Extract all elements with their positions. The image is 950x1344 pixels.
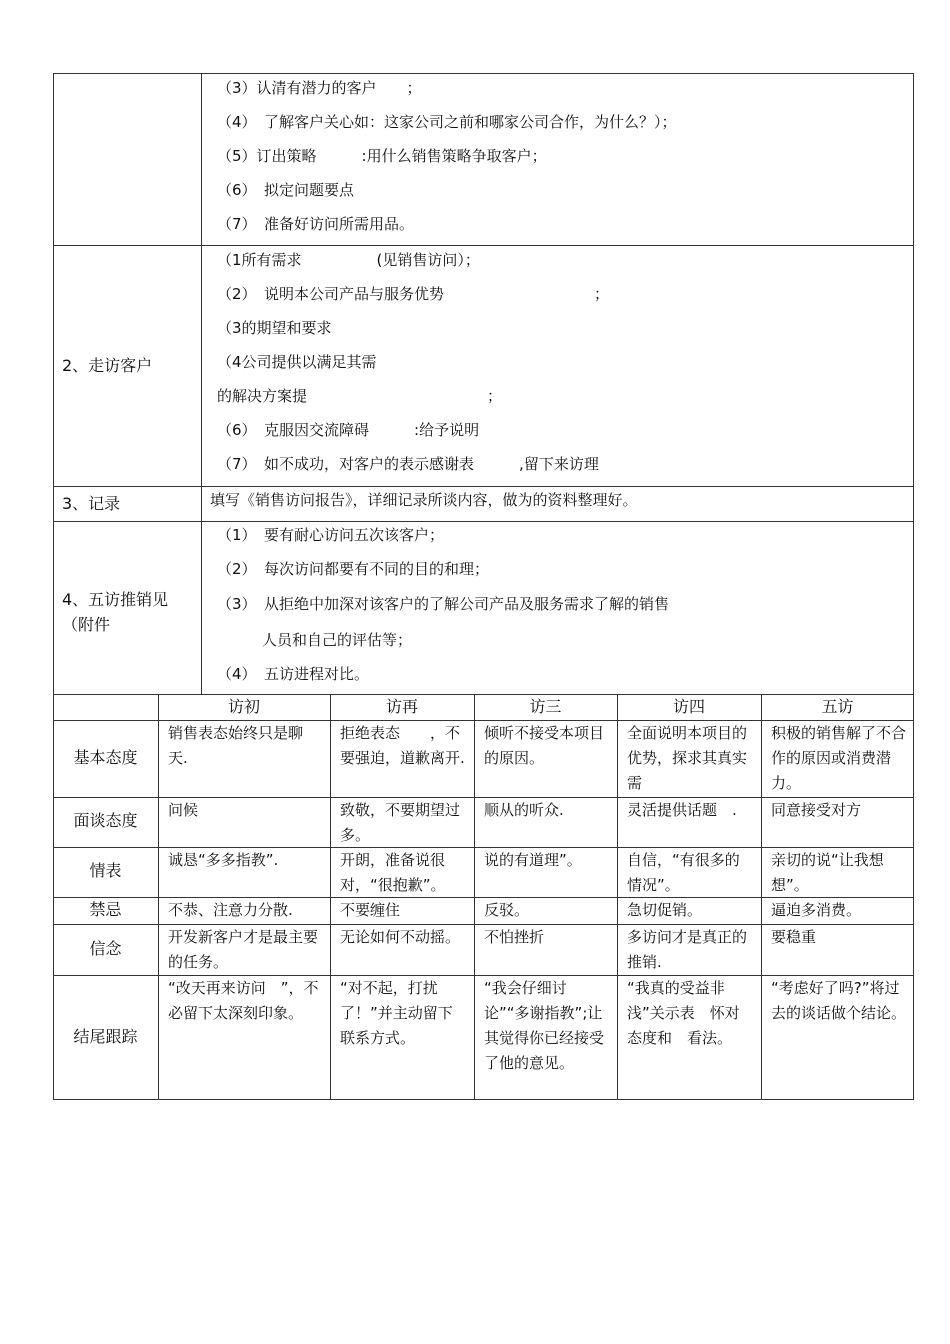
visit-cell: 销售表态始终只是聊天. — [168, 724, 304, 767]
visit-cell: 要稳重 — [771, 928, 817, 946]
visit-cell: 灵活提供话题 . — [627, 801, 737, 819]
visit-column-header: 五访 — [821, 697, 854, 716]
section-line: （3）认清有潜力的客户 ； — [217, 79, 422, 97]
section-label: 4、五访推销见（附件 — [62, 590, 169, 634]
section-line: （3的期望和要求 — [217, 319, 332, 337]
visit-cell: “我会仔细讨论”“多谢指教”;让其觉得你已经接受了他的意见。 — [484, 979, 605, 1072]
visit-row-label: 信念 — [89, 938, 122, 958]
visit-cell: 逼迫多消费。 — [771, 901, 862, 919]
row-divider — [53, 486, 914, 487]
visit-cell: 顺从的听众. — [484, 801, 564, 819]
visit-cell: 急切促销。 — [627, 901, 703, 919]
section-line: （6） 拟定问题要点 — [217, 181, 355, 199]
visit-cell: 积极的销售解了不合作的原因或消费潜力。 — [771, 724, 907, 792]
visit-cell: 自信，“有很多的情况”。 — [627, 851, 740, 894]
visit-row-label: 基本态度 — [73, 747, 138, 767]
visit-cell: “对不起，打扰了！”并主动留下联系方式。 — [340, 979, 453, 1047]
visit-cell: 同意接受对方 — [771, 801, 862, 819]
visit-cell: 开朗，准备说很对，“很抱歉”。 — [340, 851, 446, 894]
section-label: 3、记录 — [62, 494, 121, 513]
visit-cell: 诚恳“多多指教”. — [168, 851, 279, 869]
column-divider — [158, 694, 159, 1100]
section-line: 填写《销售访问报告》，详细记录所谈内容，做为的资料整理好。 — [210, 491, 638, 509]
visit-cell: “考虑好了吗?”将过去的谈话做个结论。 — [771, 979, 907, 1022]
visit-row-label: 禁忌 — [89, 899, 122, 919]
visit-cell: “我真的受益非浅”关示表 怀对态度和 看法。 — [627, 979, 740, 1047]
row-divider — [53, 694, 914, 695]
visit-cell: 拒绝表态 ，不要强迫，道歉离开. — [340, 724, 465, 767]
section-line: （1所有需求 (见销售访问）； — [217, 251, 480, 269]
section-line: （4） 五访进程对比。 — [217, 665, 370, 683]
visit-cell: 问候 — [168, 801, 199, 819]
section-line: （6） 克服因交流障碍 :给予说明 — [217, 421, 480, 439]
visit-cell: 开发新客户才是最主要的任务。 — [168, 928, 319, 971]
visit-cell: “改天再来访问 ”，不必留下太深刻印象。 — [168, 979, 319, 1022]
visit-cell: 反驳。 — [484, 901, 530, 919]
section-line: （2） 每次访问都要有不同的目的和理； — [217, 560, 490, 578]
section-line: （7） 如不成功，对客户的表示感谢表 ,留下来访理 — [217, 455, 599, 473]
column-divider — [761, 694, 762, 1100]
row-divider — [53, 245, 914, 246]
visit-row-label: 情表 — [89, 861, 122, 880]
visit-cell: 不恭、注意力分散. — [168, 901, 293, 919]
section-line: （1） 要有耐心访问五次该客户； — [217, 526, 445, 544]
section-line: （3） 从拒绝中加深对该客户的了解公司产品及服务需求了解的销售 — [217, 595, 670, 613]
section-line: （2） 说明本公司产品与服务优势 ； — [217, 285, 610, 303]
section-line: （4公司提供以满足其需 — [217, 353, 377, 371]
column-divider — [201, 73, 202, 694]
section-line: 的解决方案提 ； — [217, 387, 503, 405]
section-line: （7） 准备好访问所需用品。 — [217, 215, 415, 233]
column-divider — [617, 694, 618, 1100]
visit-row-label: 结尾跟踪 — [73, 1026, 138, 1046]
section-line: （5）订出策略 :用什么销售策略争取客户； — [217, 147, 547, 165]
section-line: （4） 了解客户关心如：这家公司之前和哪家公司合作，为什么？）； — [217, 113, 677, 131]
visit-cell: 说的有道理”。 — [484, 851, 582, 869]
visit-column-header: 访再 — [385, 697, 418, 716]
visit-column-header: 访四 — [672, 697, 705, 716]
visit-cell: 致敬，不要期望过多。 — [340, 801, 461, 844]
visit-cell: 亲切的说“让我想想”。 — [771, 851, 884, 894]
visit-cell: 全面说明本项目的优势，探求其真实需 — [627, 724, 748, 792]
visit-cell: 多访问才是真正的推销. — [627, 928, 748, 971]
visit-row-label: 面谈态度 — [73, 811, 138, 830]
section-line: 人员和自己的评估等； — [217, 631, 413, 649]
visit-cell: 无论如何不动摇。 — [340, 928, 461, 946]
section-label: 2、走访客户 — [62, 356, 153, 375]
row-divider — [53, 521, 914, 522]
visit-cell: 不怕挫折 — [484, 928, 545, 946]
visit-column-header: 访三 — [529, 697, 562, 716]
column-divider — [474, 694, 475, 1100]
visit-cell: 不要缠住 — [340, 901, 401, 919]
visit-cell: 倾听不接受本项目的原因。 — [484, 724, 605, 767]
column-divider — [330, 694, 331, 1100]
visit-column-header: 访初 — [227, 697, 260, 716]
